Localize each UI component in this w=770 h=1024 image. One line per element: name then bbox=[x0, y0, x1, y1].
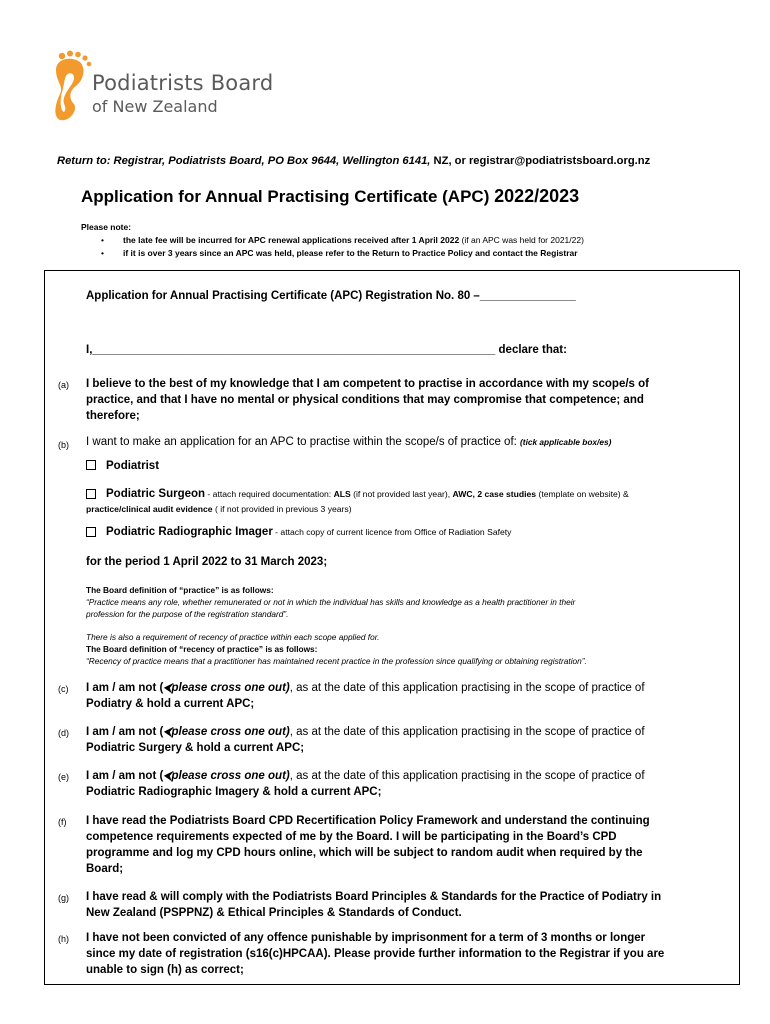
item-f-text bbox=[86, 813, 726, 877]
return-address-main: Return to: Registrar, Podiatrists Board, PO Box 9644, Wellington 6141, bbox=[57, 155, 431, 167]
item-c-line2: Podiatry & hold a current APC; bbox=[86, 698, 255, 710]
practice-definition-heading: The Board definition of “practice” is as follows: bbox=[86, 585, 274, 595]
surgeon-audit-evidence: practice/clinical audit evidence bbox=[86, 504, 213, 514]
item-e-line2: Podiatric Radiographic Imagery & hold a current APC; bbox=[86, 786, 382, 798]
option-podiatrist-label: Podiatrist bbox=[106, 460, 160, 472]
logo-subtitle: of New Zealand bbox=[92, 97, 218, 116]
item-b-hint: (tick applicable box/es) bbox=[520, 437, 612, 447]
surgeon-audit-note: ( if not provided in previous 3 years) bbox=[212, 504, 352, 514]
practice-definition-line: profession for the purpose of the registration standard”. bbox=[86, 609, 289, 619]
item-e-rest: , as at the date of this application practising in the scope of practice of bbox=[289, 770, 645, 782]
surgeon-note-line2 bbox=[86, 504, 352, 514]
item-a-line: practice, and that I have no mental or physical conditions that may compromise that competence; and bbox=[86, 394, 644, 406]
item-e-lead: I am / am not ( bbox=[86, 770, 164, 782]
podiatric-surgeon-checkbox[interactable] bbox=[86, 489, 96, 499]
item-d-cross-instruction: ⮜please cross one out) bbox=[163, 726, 290, 738]
recency-intro: There is also a requirement of recency of practice within each scope applied for. bbox=[86, 632, 380, 642]
item-a-line: I believe to the best of my knowledge that I am competent to practise in accordance with my scope/s of bbox=[86, 378, 649, 390]
podiatrist-checkbox[interactable] bbox=[86, 460, 96, 470]
registration-number-line[interactable]: Application for Annual Practising Certificate (APC) Registration No. 80 –_______________ bbox=[86, 290, 576, 302]
item-a-line: therefore; bbox=[86, 410, 140, 422]
practice-definition-line: “Practice means any role, whether remunerated or not in which the individual has skills and knowledge as a health practitioner in their bbox=[86, 597, 576, 607]
item-h-label: (h) bbox=[58, 934, 69, 944]
page-title-year: 2022/2023 bbox=[494, 186, 580, 206]
declarant-name-line[interactable]: I,_______________________________________________________________ declare that: bbox=[86, 344, 567, 356]
item-c-cross-instruction: ⮜please cross one out) bbox=[163, 682, 290, 694]
item-d-label: (d) bbox=[58, 728, 69, 738]
item-f-line: I have read the Podiatrists Board CPD Recertification Policy Framework and understand the continuing bbox=[86, 815, 650, 827]
item-c-label: (c) bbox=[58, 684, 69, 694]
item-b-label: (b) bbox=[58, 440, 69, 450]
radiographic-imager-checkbox[interactable] bbox=[86, 527, 96, 537]
imager-note: - attach copy of current licence from Office of Radiation Safety bbox=[272, 527, 512, 537]
item-e-cross-instruction: ⮜please cross one out) bbox=[163, 770, 290, 782]
surgeon-note: - attach required documentation: bbox=[205, 489, 334, 499]
note-return-to-practice-bold: if it is over 3 years since an APC was held, please refer to the Return to Practice Policy and contact the Registrar bbox=[123, 248, 578, 258]
surgeon-awc: AWC, 2 case studies bbox=[452, 489, 537, 499]
item-a-label: (a) bbox=[58, 380, 69, 390]
item-d-lead: I am / am not ( bbox=[86, 726, 164, 738]
item-e-label: (e) bbox=[58, 772, 69, 782]
note-return-to-practice bbox=[101, 248, 578, 258]
return-address bbox=[57, 155, 650, 167]
page-title bbox=[81, 186, 579, 207]
item-h-line: unable to sign (h) as correct; bbox=[86, 964, 244, 976]
item-f-label: (f) bbox=[58, 817, 67, 827]
item-g-text bbox=[86, 889, 726, 921]
notes-heading: Please note: bbox=[81, 222, 132, 232]
item-h-line: I have not been convicted of any offence punishable by imprisonment for a term of 3 months or longer bbox=[86, 932, 646, 944]
recency-definition: “Recency of practice means that a practitioner has maintained recent practice in the profession since qualifying or obtaining registration”. bbox=[86, 656, 587, 666]
item-d-rest: , as at the date of this application practising in the scope of practice of bbox=[289, 726, 645, 738]
option-podiatrist[interactable] bbox=[86, 460, 159, 472]
surgeon-note: (template on website) & bbox=[536, 489, 629, 499]
option-imager-label: Podiatric Radiographic Imager bbox=[106, 526, 273, 538]
option-podiatric-surgeon[interactable] bbox=[86, 488, 629, 500]
item-h-text bbox=[86, 930, 726, 978]
return-address-email[interactable]: NZ, or registrar@podiatristsboard.org.nz bbox=[430, 155, 651, 167]
logo-title: Podiatrists Board bbox=[92, 71, 274, 95]
option-radiographic-imager[interactable] bbox=[86, 526, 511, 538]
surgeon-note: (if not provided last year), bbox=[350, 489, 453, 499]
bullet: • bbox=[101, 248, 104, 258]
item-f-line: Board; bbox=[86, 863, 124, 875]
option-surgeon-label: Podiatric Surgeon bbox=[106, 488, 206, 500]
item-c-lead: I am / am not ( bbox=[86, 682, 164, 694]
item-h-line: since my date of registration (s16(c)HPCAA). Please provide further information to the Registrar if you are bbox=[86, 948, 665, 960]
item-f-line: competence requirements expected of me by the Board. I will be participating in the Board’s CPD bbox=[86, 831, 617, 843]
item-a-text bbox=[86, 376, 726, 424]
item-b-text bbox=[86, 436, 611, 448]
page-title-text: Application for Annual Practising Certificate (APC) bbox=[81, 187, 495, 206]
item-b-main: I want to make an application for an APC to practise within the scope/s of practice of: bbox=[86, 436, 521, 448]
item-g-line: New Zealand (PSPPNZ) & Ethical Principles & Standards of Conduct. bbox=[86, 907, 462, 919]
item-c-text bbox=[86, 680, 726, 712]
item-d-line2: Podiatric Surgery & hold a current APC; bbox=[86, 742, 305, 754]
practice-period: for the period 1 April 2022 to 31 March 2023; bbox=[86, 556, 328, 568]
note-late-fee-bold: the late fee will be incurred for APC renewal applications received after 1 April 2022 bbox=[123, 235, 460, 245]
note-late-fee bbox=[101, 235, 584, 245]
item-d-text bbox=[86, 724, 726, 756]
note-late-fee-plain: (if an APC was held for 2021/22) bbox=[459, 235, 584, 245]
bullet: • bbox=[101, 235, 104, 245]
recency-definition-heading: The Board definition of “recency of practice” is as follows: bbox=[86, 644, 318, 654]
item-g-label: (g) bbox=[58, 893, 69, 903]
item-e-text bbox=[86, 768, 726, 800]
item-f-line: programme and log my CPD hours online, which will be subject to random audit when required by the bbox=[86, 847, 643, 859]
item-g-line: I have read & will comply with the Podiatrists Board Principles & Standards for the Practice of Podiatry in bbox=[86, 891, 662, 903]
item-c-rest: , as at the date of this application practising in the scope of practice of bbox=[289, 682, 645, 694]
surgeon-als: ALS bbox=[333, 489, 351, 499]
